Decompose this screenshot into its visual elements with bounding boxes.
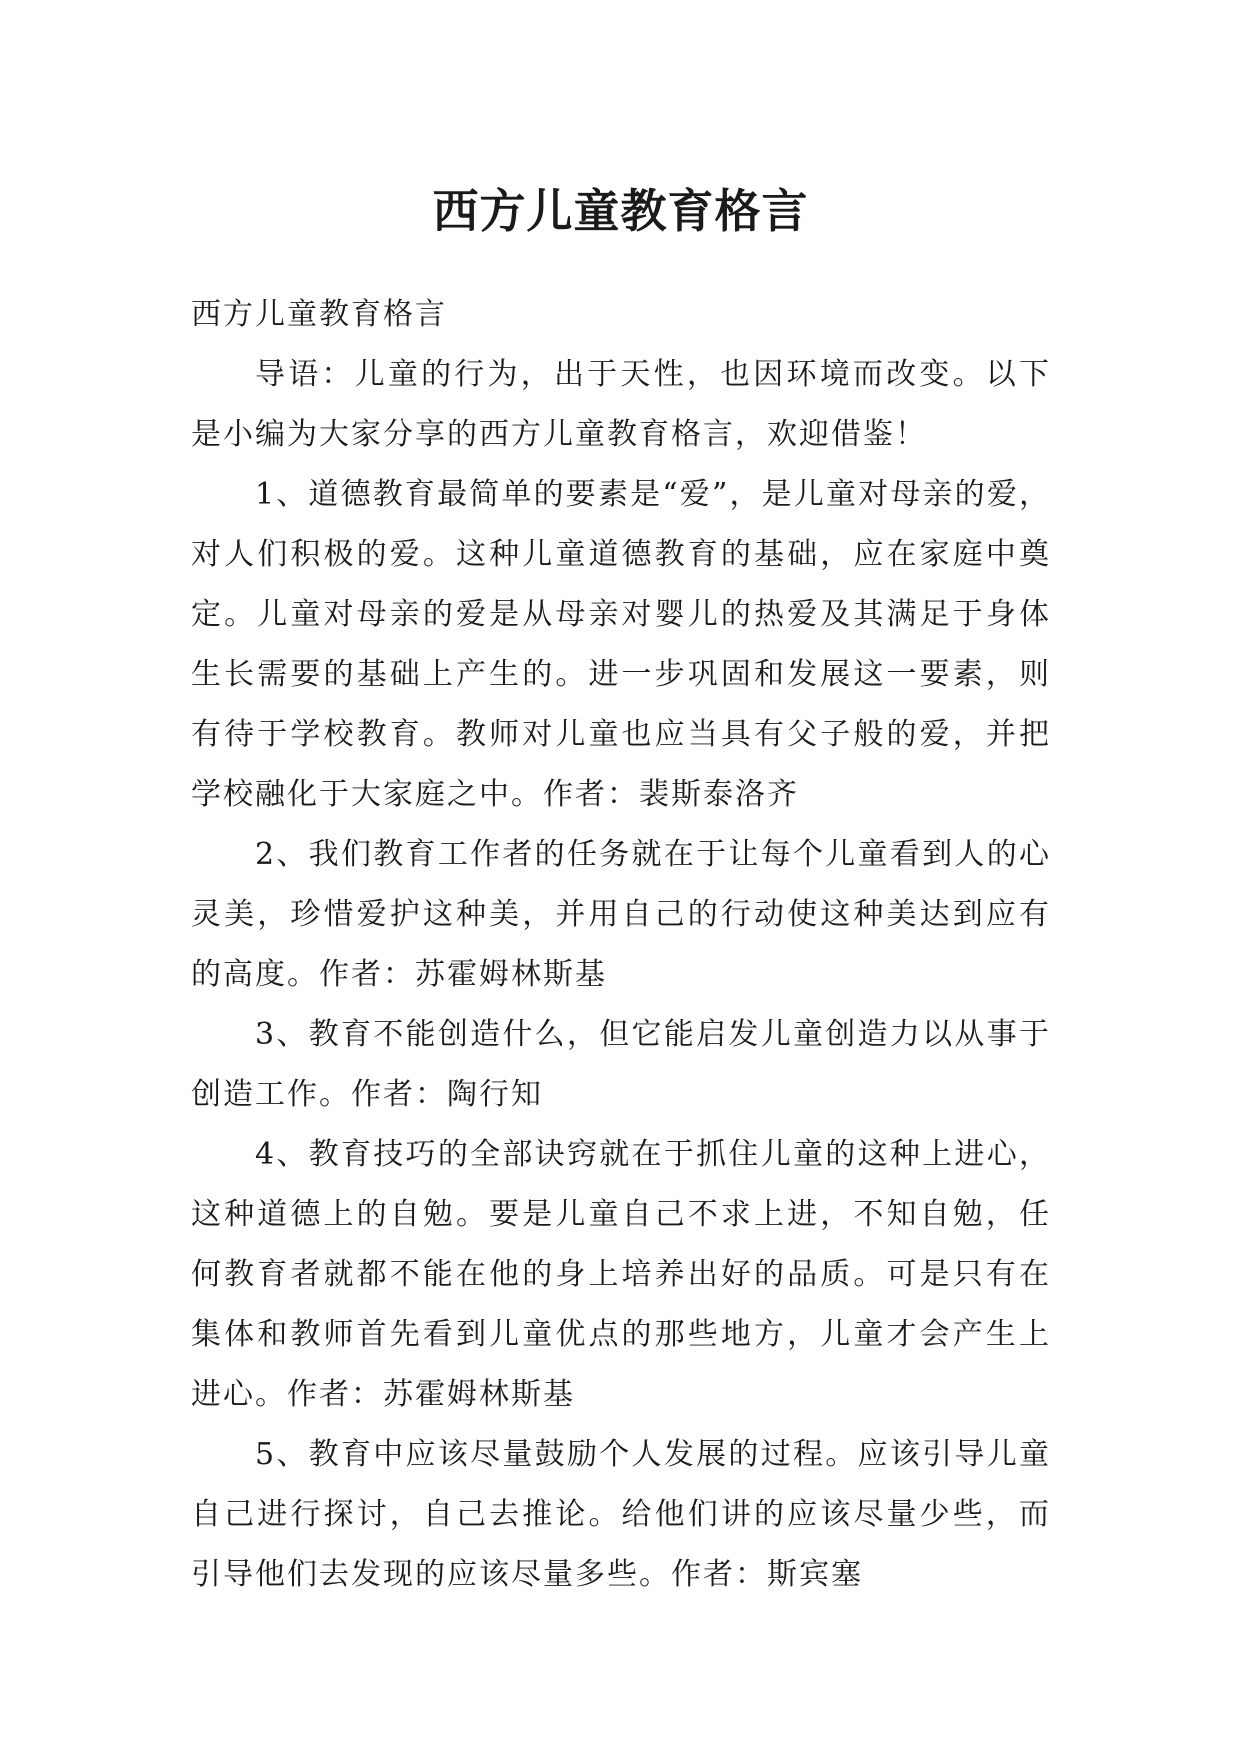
quote-paragraph-3: 3、教育不能创造什么，但它能启发儿童创造力以从事于创造工作。作者：陶行知 <box>191 1017 1051 1112</box>
quote-paragraph-2: 2、我们教育工作者的任务就在于让每个儿童看到人的心灵美，珍惜爱护这种美，并用自己的行动使这种美达到应有的高度。作者：苏霍姆林斯基 <box>191 837 1051 992</box>
intro-paragraph: 导语：儿童的行为，出于天性，也因环境而改变。以下是小编为大家分享的西方儿童教育格言，欢迎借鉴！ <box>191 357 1051 452</box>
quote-paragraph-4: 4、教育技巧的全部诀窍就在于抓住儿童的这种上进心，这种道德上的自勉。要是儿童自己不求上进，不知自勉，任何教育者就都不能在他的身上培养出好的品质。可是只有在集体和教师首先看到儿童优点的那些地方，儿童才会产生上进心。作者：苏霍姆林斯基 <box>191 1137 1051 1412</box>
page-title: 西方儿童教育格言 <box>432 183 809 238</box>
document-subtitle: 西方儿童教育格言 <box>191 297 447 332</box>
quote-paragraph-5: 5、教育中应该尽量鼓励个人发展的过程。应该引导儿童自己进行探讨，自己去推论。给他们讲的应该尽量少些，而引导他们去发现的应该尽量多些。作者：斯宾塞 <box>191 1437 1051 1592</box>
quote-paragraph-1: 1、道德教育最简单的要素是“爱”，是儿童对母亲的爱，对人们积极的爱。这种儿童道德教育的基础，应在家庭中奠定。儿童对母亲的爱是从母亲对婴儿的热爱及其满足于身体生长需要的基础上产生的。进一步巩固和发展这一要素，则有待于学校教育。教师对儿童也应当具有父子般的爱，并把学校融化于大家庭之中。作者：裴斯泰洛齐 <box>191 477 1051 812</box>
document-body <box>191 285 1051 1605</box>
